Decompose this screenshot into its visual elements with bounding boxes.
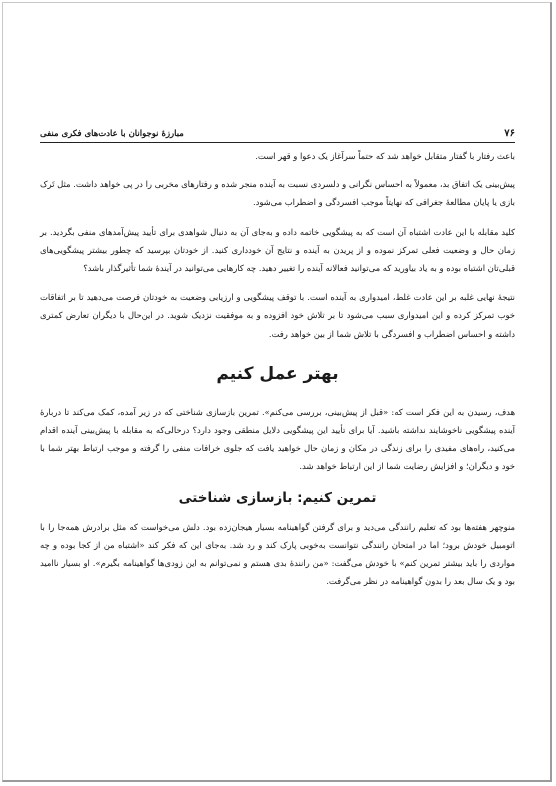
paragraph-goal: هدف، رسیدن به این فکر است که: «قبل از پیش‌بینی، بررسی می‌کنم». تمرین بازسازی شناختی که در زیر آمده، کمک می‌کند تا دربارهٔ آینده پیشگویی ناخوشایند نداشته باشید. آیا برای تأیید این پیشگویی دلایل منطقی وجود دارد؟ درحالی‌که به مقابله با پیش‌بینی آینده اقدام می‌کنید، راه‌های مفیدی را برای زندگی در مکان و زمان حال خواهید یافت که جلوی خرافات منفی را گرفته و موجب ارتباط بهتر شما با خود و دیگران؛ و افزایش رضایت شما از این ارتباط خواهد شد. [40, 406, 515, 472]
paragraph-example-story: منوچهر هفته‌ها بود که تعلیم رانندگی می‌دید و برای گرفتن گواهینامه بسیار هیجان‌زده بود. دلش می‌خواست که مثل برادرش همه‌جا را با اتومبیل خودش برود؛ اما در امتحان رانندگی نتوانست به‌خوبی پارک کند و رد شد. به‌جای این که فکر کند «اشتباه من از کجا بوده و چه مواردی را باید بیشتر تمرین کنم» با خودش می‌گفت: «من رانندهٔ بدی هستم و نمی‌توانم به این زودی‌ها گواهینامه بگیرم». او بسیار ناامید بود و یک سال بعد را بدون گواهینامه در نظر می‌گرفت. [40, 521, 515, 587]
section-title: بهتر عمل کنیم [216, 363, 339, 384]
running-title: مبارزهٔ نوجوانان با عادت‌های فکری منفی [40, 129, 184, 139]
paragraph-prediction-effects: پیش‌بینی یک اتفاق بد، معمولاً به احساس نگرانی و دلسردی نسبت به آینده منجر شده و رفتارهای مخربی را در پی خواهد داشت. مثل تَرک بازی یا پایان مطالعهٔ جغرافی که نهایتاً موجب افسردگی و اضطراب می‌شود. [40, 179, 515, 208]
paragraph-coping-key: کلید مقابله با این عادت اشتباه آن است که به پیشگویی خاتمه داده و به‌جای آن به دنبال شواهدی برای تأیید پیش‌آمدهای منفی بگردید. بر زمان حال و وضعیت فعلی تمرکز نموده و از پریدن به آینده و نتایج آن خودداری کنید. از خودتان بپرسید که چطور بیشتر پیشگویی‌های قبلی‌تان اشتباه بوده و به یاد بیاورید که می‌توانید فعالانه آینده را تغییر دهید. چه کارهایی می‌توانید در آیندهٔ شما تأثیرگذار باشد؟ [40, 226, 515, 274]
document-page [40, 128, 515, 601]
page-number: ۷۶ [504, 128, 515, 139]
paragraph-continuation: باعث رفتار با گفتار متقابل خواهد شد که حتماً سرآغاز یک دعوا و قهر است. [255, 151, 515, 161]
running-header [40, 128, 515, 143]
exercise-title: تمرین کنیم: بازسازی شناختی [178, 489, 377, 506]
paragraph-final-result: نتیجهٔ نهایی غلبه بر این عادت غلط، امیدواری به آینده است. با توقف پیشگویی و ارزیابی وضعیت به خودتان فرصت می‌دهید تا بر اتفاقات خوب تمرکز کرده و این امیدواری سبب می‌شود تا بر تلاش خود افزوده و به موفقیت نزدیک شوید. در این‌حال با دیگران تعارض کمتری داشته و احساس اضطراب و افسردگی با تلاش شما از بین خواهد رفت. [40, 292, 515, 339]
